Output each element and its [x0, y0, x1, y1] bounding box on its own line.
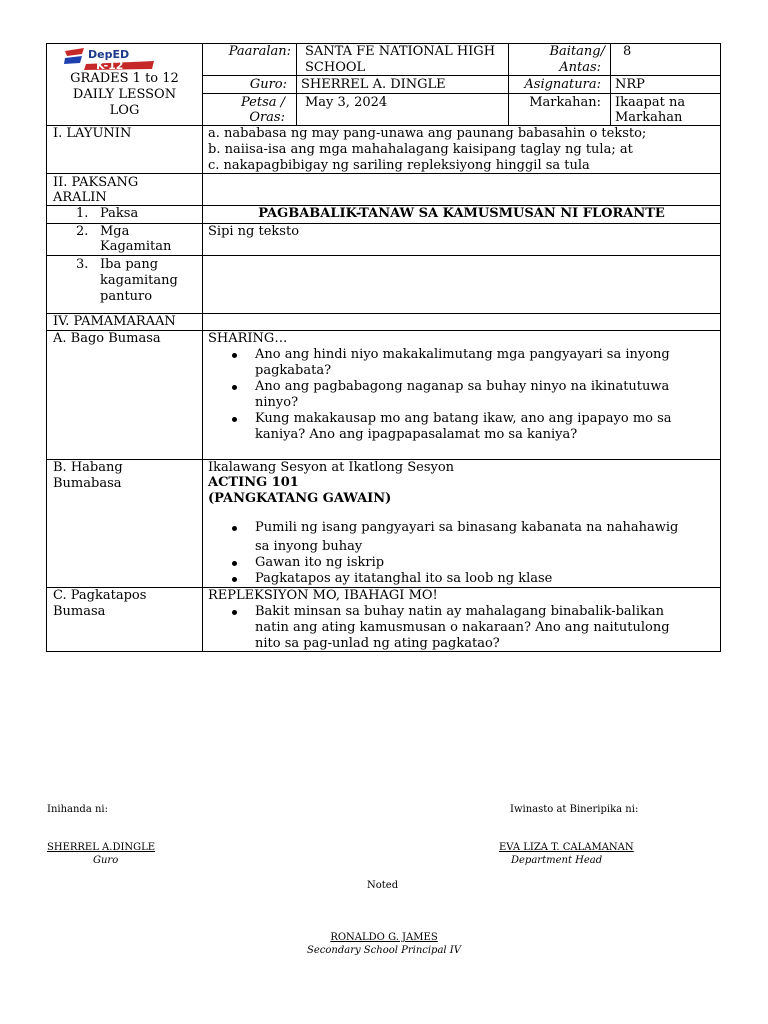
school-label: Paaralan: — [228, 44, 291, 59]
prepared-by-role: Guro — [93, 855, 119, 866]
bago-title: SHARING… — [208, 331, 288, 346]
checked-by-name: EVA LIZA T. CALAMANAN — [499, 842, 634, 853]
iba-number: 3. — [76, 257, 89, 272]
habang-session: Ikalawang Sesyon at Ikatlong Sesyon — [208, 460, 455, 475]
grade-label-line2: Antas: — [559, 60, 601, 75]
bullet-icon — [232, 526, 237, 531]
habang-label-line2: Bumabasa — [53, 476, 122, 491]
paksa-value: PAGBABALIK-TANAW SA KAMUSMUSAN NI FLORANTE — [258, 206, 665, 221]
bago-bullet3-line1: Kung makakausap mo ang batang ikaw, ano ang ipapayo mo sa — [255, 411, 672, 426]
bago-bullet2-line2: ninyo? — [255, 395, 299, 410]
habang-bullet1-line2: sa inyong buhay — [255, 539, 363, 554]
noted-by-role: Secondary School Principal IV — [307, 945, 461, 956]
pagkatapos-label-line2: Bumasa — [53, 604, 106, 619]
habang-label-line1: B. Habang — [53, 460, 123, 475]
date-label-line2: Oras: — [249, 110, 285, 125]
grade-value: 8 — [623, 44, 632, 59]
pagkatapos-bullet1-line3: nito sa pag-unlad ng ating pagkatao? — [255, 636, 500, 651]
pagkatapos-label-line1: C. Pagkatapos — [53, 588, 147, 603]
kagamitan-value: Sipi ng teksto — [208, 224, 300, 239]
k12-logo-text: K-12 — [96, 59, 124, 71]
noted-label: Noted — [367, 880, 399, 891]
kagamitan-label-line2: Kagamitan — [100, 239, 172, 254]
habang-group: (PANGKATANG GAWAIN) — [208, 491, 392, 506]
paksang-label-line2: ARALIN — [53, 190, 107, 205]
kagamitan-label-line1: Mga — [100, 224, 130, 239]
habang-bullet1-line1: Pumili ng isang pangyayari sa binasang kabanata na nahahawig — [255, 520, 679, 535]
log-label: LOG — [109, 103, 140, 118]
deped-logo — [62, 45, 156, 71]
bago-label: A. Bago Bumasa — [53, 331, 161, 346]
subject-label: Asignatura: — [524, 77, 601, 92]
school-value-line1: SANTA FE NATIONAL HIGH — [305, 44, 496, 59]
pamamaraan-label: IV. PAMAMARAAN — [53, 314, 176, 329]
bago-bullet3-line2: kaniya? Ano ang ipagpapasalamat mo sa kaniya? — [255, 427, 578, 442]
checked-by-label: Iwinasto at Bineripika ni: — [510, 804, 639, 815]
bullet-icon — [232, 561, 237, 566]
bullet-icon — [232, 610, 237, 615]
bago-bullet1-line1: Ano ang hindi niyo makakalimutang mga pangyayari sa inyong — [255, 347, 670, 362]
pagkatapos-bullet1-line1: Bakit minsan sa buhay natin ay mahalagang binabalik-balikan — [255, 604, 664, 619]
grade-label-line1: Baitang/ — [549, 44, 605, 59]
noted-by-name: RONALDO G. JAMES — [330, 932, 438, 943]
iba-label-line1: Iba pang — [100, 257, 159, 272]
date-value: May 3, 2024 — [305, 95, 388, 110]
checked-by-role: Department Head — [511, 855, 603, 866]
iba-label-line3: panturo — [100, 289, 153, 304]
date-label-line1: Petsa / — [240, 95, 285, 110]
bullet-icon — [232, 577, 237, 582]
bullet-icon — [232, 385, 237, 390]
bullet-icon — [232, 417, 237, 422]
prepared-by-label: Inihanda ni: — [47, 804, 108, 815]
layunin-a: a. nababasa ng may pang-unawa ang paunang babasahin o teksto; — [208, 126, 647, 141]
paksa-number: 1. — [76, 206, 89, 221]
teacher-label: Guro: — [249, 77, 287, 92]
quarter-value-line1: Ikaapat na — [615, 95, 686, 110]
layunin-b: b. naiisa-isa ang mga mahahalagang kaisipang taglay ng tula; at — [208, 142, 633, 157]
subject-value: NRP — [615, 77, 645, 92]
deped-k12-logo-icon — [62, 45, 156, 71]
habang-bullet2: Gawan ito ng iskrip — [255, 555, 385, 570]
paksang-label-line1: II. PAKSANG — [53, 175, 139, 190]
layunin-c: c. nakapagbibigay ng sariling repleksiyong hinggil sa tula — [208, 158, 590, 173]
iba-label-line2: kagamitang — [100, 273, 178, 288]
kagamitan-number: 2. — [76, 224, 89, 239]
layunin-label: I. LAYUNIN — [53, 126, 132, 141]
habang-acting: ACTING 101 — [208, 475, 299, 490]
bago-bullet2-line1: Ano ang pagbabagong naganap sa buhay ninyo na ikinatutuwa — [255, 379, 670, 394]
quarter-value-line2: Markahan — [615, 110, 683, 125]
prepared-by-name: SHERREL A.DINGLE — [47, 842, 156, 853]
habang-bullet3: Pagkatapos ay itatanghal ito sa loob ng klase — [255, 571, 553, 586]
paksa-label: Paksa — [100, 206, 139, 221]
dll-label: DAILY LESSON — [72, 87, 177, 102]
bago-bullet1-line2: pagkabata? — [255, 363, 332, 378]
school-value-line2: SCHOOL — [305, 60, 366, 75]
bullet-icon — [232, 353, 237, 358]
grades-label: GRADES 1 to 12 — [70, 71, 179, 86]
deped-logo-text: DepED — [88, 48, 130, 61]
quarter-label: Markahan: — [529, 95, 601, 110]
teacher-value: SHERREL A. DINGLE — [301, 77, 446, 92]
pagkatapos-title: REPLEKSIYON MO, IBAHAGI MO! — [208, 588, 438, 603]
pagkatapos-bullet1-line2: natin ang ating kamusmusan o nakaraan? Ano ang naitutulong — [255, 620, 670, 635]
